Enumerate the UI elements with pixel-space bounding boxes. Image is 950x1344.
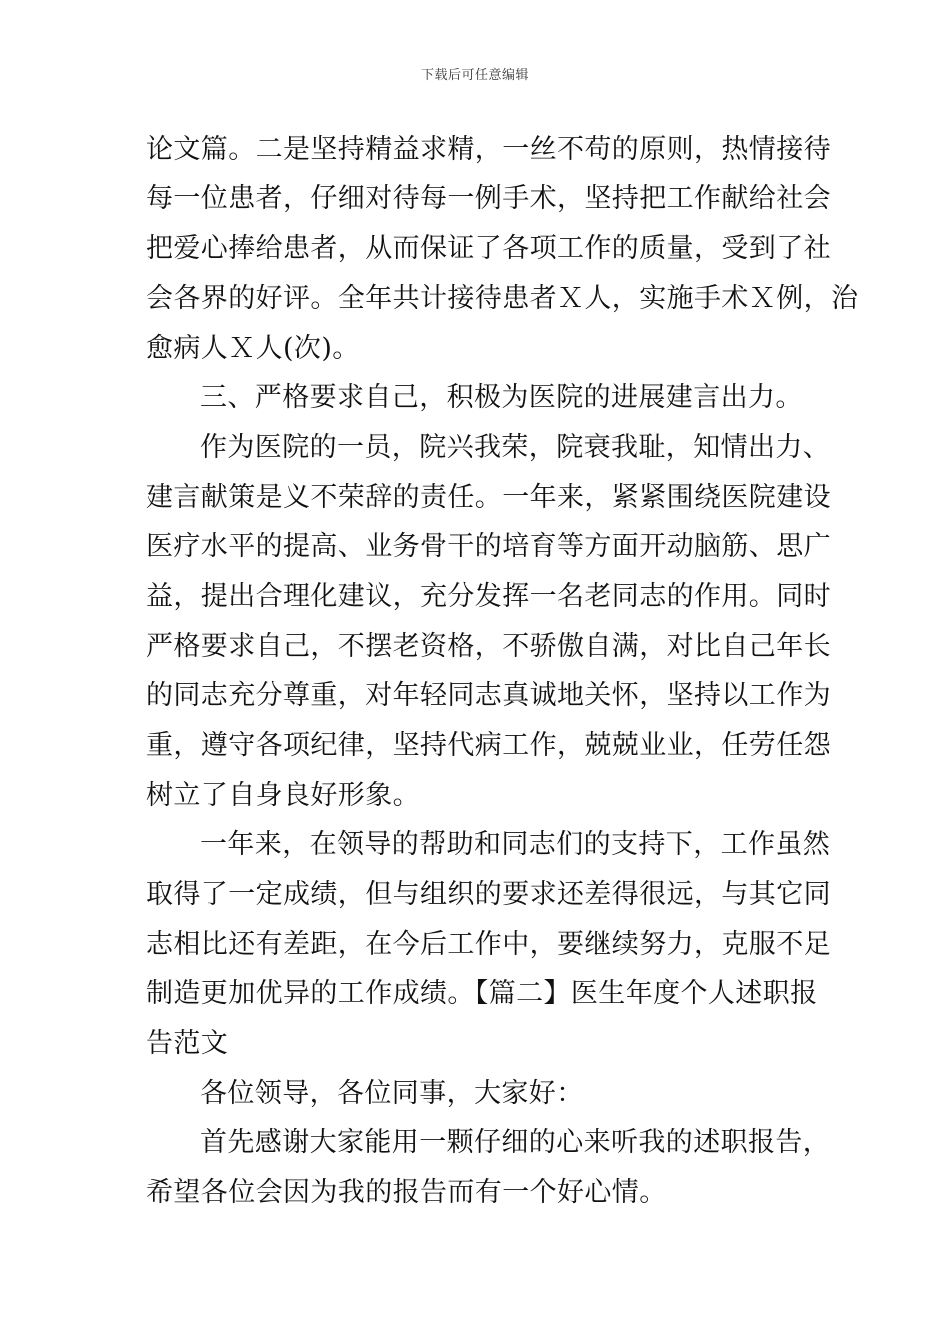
body-line: 每一位患者，仔细对待每一例手术，坚持把工作献给社会: [146, 183, 831, 214]
body-line: 会各界的好评。全年共计接待患者Ｘ人，实施手术Ｘ例，治: [146, 283, 859, 314]
body-line: 愈病人Ｘ人(次)。: [146, 333, 360, 364]
salutation: 各位领导，各位同事，大家好：: [200, 1078, 584, 1109]
paragraph-first-line: 一年来，在领导的帮助和同志们的支持下，工作虽然: [200, 829, 831, 860]
body-line: 论文篇。二是坚持精益求精，一丝不苟的原则，热情接待: [146, 134, 831, 165]
paragraph-first-line: 作为医院的一员，院兴我荣，院衰我耻，知情出力、: [200, 432, 831, 463]
body-line: 取得了一定成绩，但与组织的要求还差得很远，与其它同: [146, 879, 831, 910]
body-line: 的同志充分尊重，对年轻同志真诚地关怀，坚持以工作为: [146, 680, 831, 711]
body-line: 志相比还有差距，在今后工作中，要继续努力，克服不足: [146, 929, 831, 960]
body-line: 树立了自身良好形象。: [146, 780, 420, 811]
body-line: 益，提出合理化建议，充分发挥一名老同志的作用。同时: [146, 581, 831, 612]
body-line: 医疗水平的提高、业务骨干的培育等方面开动脑筋、思广: [146, 531, 831, 562]
body-line: 严格要求自己，不摆老资格，不骄傲自满，对比自己年长: [146, 631, 831, 662]
header-note: 下载后可任意编辑: [420, 68, 529, 83]
body-line: 把爱心捧给患者，从而保证了各项工作的质量，受到了社: [146, 233, 831, 264]
paragraph-first-line: 首先感谢大家能用一颗仔细的心来听我的述职报告，: [200, 1127, 831, 1158]
section-heading: 三、严格要求自己，积极为医院的进展建言出力。: [200, 382, 803, 413]
body-line: 制造更加优异的工作成绩。【篇二】医生年度个人述职报: [146, 978, 818, 1009]
body-line: 希望各位会因为我的报告而有一个好心情。: [146, 1177, 667, 1208]
body-line: 重，遵守各项纪律，坚持代病工作，兢兢业业，任劳任怨: [146, 730, 831, 761]
body-line: 建言献策是义不荣辞的责任。一年来，紧紧围绕医院建设: [146, 482, 831, 513]
body-line: 告范文: [146, 1028, 229, 1059]
